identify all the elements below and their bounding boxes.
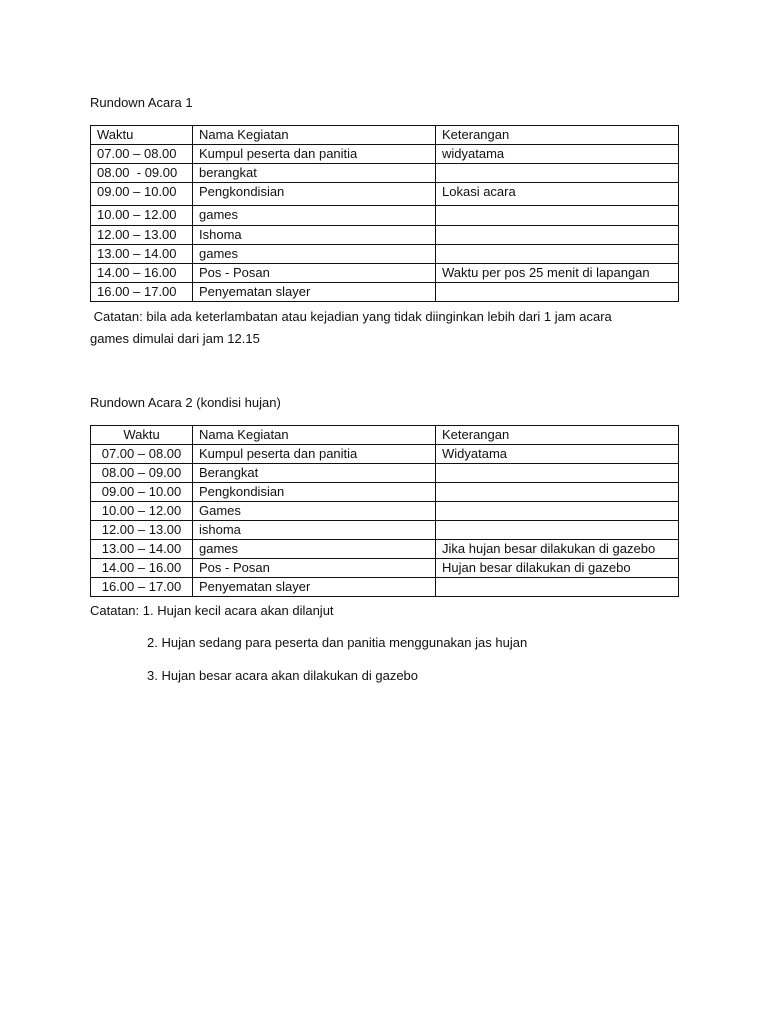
header-cell: Waktu — [91, 126, 193, 145]
table-row — [91, 540, 679, 559]
section1-title: Rundown Acara 1 — [90, 95, 193, 110]
activity-cell: Kumpul peserta dan panitia — [193, 145, 436, 164]
table-header-row — [91, 126, 679, 145]
activity-cell: Pengkondisian — [193, 183, 436, 206]
activity-cell: Games — [193, 502, 436, 521]
section2-note-line1: Catatan: 1. Hujan kecil acara akan dilanjut — [90, 603, 334, 618]
time-cell: 12.00 – 13.00 — [91, 521, 193, 540]
activity-cell: ishoma — [193, 521, 436, 540]
table-row — [91, 464, 679, 483]
table-row — [91, 559, 679, 578]
remark-cell — [436, 206, 679, 226]
remark-cell: Jika hujan besar dilakukan di gazebo — [436, 540, 679, 559]
remark-cell: Lokasi acara — [436, 183, 679, 206]
rundown-table-1 — [90, 125, 679, 302]
activity-cell: Ishoma — [193, 226, 436, 245]
time-cell: 14.00 – 16.00 — [91, 264, 193, 283]
remark-cell — [436, 245, 679, 264]
section1-note-line2: games dimulai dari jam 12.15 — [90, 331, 260, 346]
rundown-table-2 — [90, 425, 679, 597]
table-row — [91, 206, 679, 226]
table-row — [91, 521, 679, 540]
activity-cell: berangkat — [193, 164, 436, 183]
header-cell: Keterangan — [436, 426, 679, 445]
remark-cell — [436, 164, 679, 183]
header-cell: Waktu — [91, 426, 193, 445]
time-cell: 13.00 – 14.00 — [91, 245, 193, 264]
table-row — [91, 445, 679, 464]
activity-cell: games — [193, 540, 436, 559]
table-row — [91, 283, 679, 302]
table-row — [91, 164, 679, 183]
table-row — [91, 226, 679, 245]
remark-cell: Widyatama — [436, 445, 679, 464]
section2-note-line3: 3. Hujan besar acara akan dilakukan di gazebo — [147, 668, 419, 683]
time-cell: 07.00 – 08.00 — [91, 445, 193, 464]
time-cell: 13.00 – 14.00 — [91, 540, 193, 559]
table-row — [91, 145, 679, 164]
activity-cell: Pos - Posan — [193, 559, 436, 578]
section2-title: Rundown Acara 2 (kondisi hujan) — [90, 395, 281, 410]
activity-cell: Penyematan slayer — [193, 578, 436, 597]
activity-cell: Berangkat — [193, 464, 436, 483]
remark-cell — [436, 502, 679, 521]
activity-cell: Penyematan slayer — [193, 283, 436, 302]
table-row — [91, 264, 679, 283]
remark-cell — [436, 464, 679, 483]
activity-cell: games — [193, 206, 436, 226]
activity-cell: Kumpul peserta dan panitia — [193, 445, 436, 464]
section2-note-line2: 2. Hujan sedang para peserta dan panitia menggunakan jas hujan — [147, 635, 528, 650]
time-cell: 14.00 – 16.00 — [91, 559, 193, 578]
remark-cell: widyatama — [436, 145, 679, 164]
time-cell: 10.00 – 12.00 — [91, 502, 193, 521]
remark-cell — [436, 483, 679, 502]
header-cell: Keterangan — [436, 126, 679, 145]
header-cell: Nama Kegiatan — [193, 126, 436, 145]
table-row — [91, 502, 679, 521]
activity-cell: Pengkondisian — [193, 483, 436, 502]
time-cell: 12.00 – 13.00 — [91, 226, 193, 245]
remark-cell — [436, 226, 679, 245]
time-cell: 08.00 - 09.00 — [91, 164, 193, 183]
remark-cell — [436, 283, 679, 302]
remark-cell: Hujan besar dilakukan di gazebo — [436, 559, 679, 578]
table-row — [91, 183, 679, 206]
header-cell: Nama Kegiatan — [193, 426, 436, 445]
table-row — [91, 245, 679, 264]
time-cell: 09.00 – 10.00 — [91, 183, 193, 206]
time-cell: 10.00 – 12.00 — [91, 206, 193, 226]
remark-cell: Waktu per pos 25 menit di lapangan — [436, 264, 679, 283]
time-cell: 09.00 – 10.00 — [91, 483, 193, 502]
time-cell: 08.00 – 09.00 — [91, 464, 193, 483]
table-header-row — [91, 426, 679, 445]
table-row — [91, 483, 679, 502]
time-cell: 16.00 – 17.00 — [91, 578, 193, 597]
remark-cell — [436, 578, 679, 597]
activity-cell: Pos - Posan — [193, 264, 436, 283]
activity-cell: games — [193, 245, 436, 264]
time-cell: 07.00 – 08.00 — [91, 145, 193, 164]
table-row — [91, 578, 679, 597]
remark-cell — [436, 521, 679, 540]
time-cell: 16.00 – 17.00 — [91, 283, 193, 302]
section1-note-line1: Catatan: bila ada keterlambatan atau kejadian yang tidak diinginkan lebih dari 1 jam acara — [90, 309, 612, 324]
